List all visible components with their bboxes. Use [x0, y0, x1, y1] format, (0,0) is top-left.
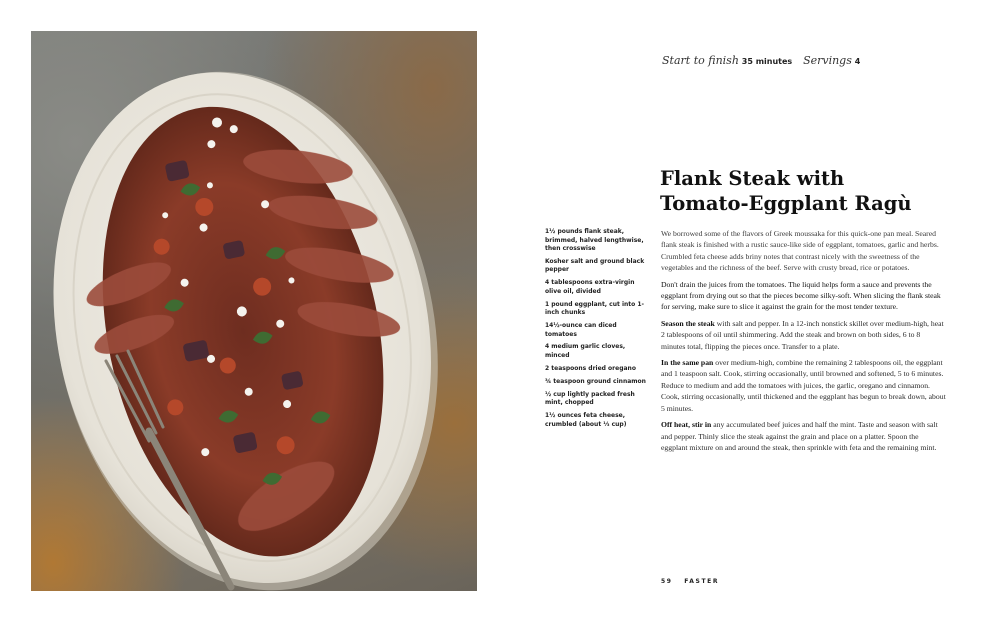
ingredient-item: Kosher salt and ground black pepper — [545, 257, 645, 274]
ingredient-item: 4 tablespoons extra-virgin olive oil, divided — [545, 279, 635, 295]
recipe-photo — [31, 31, 477, 591]
step-lead: Season the steak — [661, 318, 715, 328]
ingredient-item: 1 pound eggplant, cut into 1-inch chunks — [545, 300, 645, 317]
page-footer — [661, 578, 719, 585]
step-lead: In the same pan — [661, 358, 714, 368]
step-paragraph — [661, 357, 946, 414]
section-name: FASTER — [684, 578, 720, 585]
ingredient-item: 4 medium garlic cloves, minced — [545, 343, 626, 359]
step-text: over medium-high, combine the remaining 2 tablespoons oil, the eggplant and 1 teaspoon salt. Cook, stirring occasionally, until browned and softened, 5 to 6 minutes. Reduce to medium and add the tomatoes with juices, the garlic, oregano and cinnamon. Cook, stirring occasionally, until thickened and the eggplant has begun to break down, about 5 minutes. — [661, 358, 946, 413]
step-text: any accumulated beef juices and half the mint. Taste and season with salt and pepper. Thinly slice the steak against the grain and place on a platter. Spoon the eggplant mixture on and around the steak, then sprinkle with feta and the remaining mint. — [661, 420, 938, 452]
recipe-meta — [662, 54, 868, 69]
intro-paragraph: We borrowed some of the flavors of Greek moussaka for this quick-one pan meal. Seared flank steak is finished with a rustic sauce-like side of eggplant, tomatoes, garlic and herbs. Crumbled feta cheese adds briny notes that contrast nicely with the sweetness of the vegetables and the richness of the beef. Serve with crusty bread, rice or potatoes. — [661, 229, 939, 273]
title-line-2: Tomato-Eggplant Ragù — [660, 192, 912, 215]
ingredient-item: ½ cup lightly packed fresh mint, chopped — [545, 390, 635, 407]
ingredient-item: 2 teaspoons dried oregano — [545, 364, 636, 372]
recipe-title — [660, 166, 960, 216]
ingredient-item: 1½ pounds flank steak, brimmed, halved lengthwise, then crosswise — [545, 228, 644, 252]
ingredient-item: 1½ ounces feta cheese, crumbled (about ⅓ cup) — [545, 412, 627, 428]
time-value: 35 minutes — [741, 57, 793, 66]
step-paragraph — [661, 419, 946, 453]
time-label: Start to finish — [662, 54, 739, 67]
servings-label: Servings — [803, 54, 852, 67]
ingredient-item: 14½-ounce can diced tomatoes — [545, 322, 617, 338]
ingredient-list — [545, 228, 647, 433]
step-lead: Off heat, stir in — [661, 420, 712, 430]
servings-value: 4 — [854, 57, 861, 66]
recipe-body — [661, 228, 946, 458]
title-line-1: Flank Steak with — [660, 167, 845, 190]
ingredient-item: ¾ teaspoon ground cinnamon — [545, 377, 646, 385]
page-number: 59 — [661, 578, 673, 585]
step-paragraph — [661, 318, 946, 352]
food-illustration — [31, 31, 477, 591]
step-text: with salt and pepper. In a 12-inch nonstick skillet over medium-high, heat 2 tablespoons of oil until shimmering. Add the steak and brown on both sides, 6 to 8 minutes total, flipping the pieces once. Transfer to a plate. — [661, 318, 944, 351]
tip-paragraph: Don't drain the juices from the tomatoes. The liquid helps form a sauce and prevents the eggplant from drying out so that the pieces become silky-soft. When slicing the flank steak for serving, make sure to slice it against the grain for the most tender texture. — [661, 279, 941, 312]
